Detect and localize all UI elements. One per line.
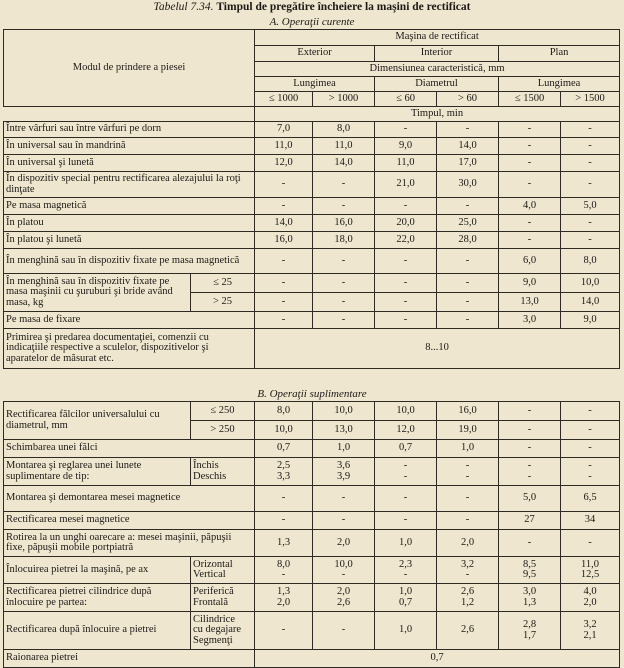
value-cell: - <box>437 293 499 312</box>
table-row <box>4 612 620 650</box>
value: 9,5 <box>522 569 537 580</box>
row-label: Rectificarea pietrei cilindrice după înlocuire pe partea: <box>4 584 191 612</box>
row-label: Pe masa de fixare <box>4 312 255 329</box>
value-cell: - <box>255 512 313 530</box>
row-label: Între vârfuri sau între vârfuri pe dorn <box>4 122 255 138</box>
value: - <box>281 569 286 580</box>
value-cell: 27 <box>499 512 561 530</box>
value-cell <box>313 458 375 486</box>
value-cell: 18,0 <box>313 232 375 249</box>
value: 2,0 <box>336 586 351 597</box>
value-cell: 10,0 <box>313 402 375 421</box>
value-cell: 9,0 <box>499 274 561 293</box>
value-cell: 0,7 <box>255 440 313 458</box>
value: - <box>403 569 408 580</box>
value-cell: 1,0 <box>375 612 437 650</box>
value-cell: 10,0 <box>255 421 313 440</box>
value: 3,0 <box>522 586 537 597</box>
value-cell: - <box>255 172 313 198</box>
table-row <box>4 122 620 138</box>
value-cell: 12,0 <box>375 421 437 440</box>
value-cell: - <box>313 293 375 312</box>
value-cell: - <box>499 172 561 198</box>
value-cell: - <box>437 486 499 512</box>
value-cell <box>561 458 620 486</box>
value: 3,6 <box>336 460 351 471</box>
row-label: Primirea şi predarea documentaţiei, comenzii cu indicaţiile respective a sculelor, dispozitivelor şi aparatelor de măsurat etc. <box>4 329 255 369</box>
table-row <box>4 198 620 215</box>
value-cell: - <box>375 293 437 312</box>
value-cell: 28,0 <box>437 232 499 249</box>
sub-label: > 25 <box>191 293 255 312</box>
value-cell: - <box>255 612 313 650</box>
value: - <box>465 569 470 580</box>
value: 2,3 <box>398 558 413 570</box>
value-cell: - <box>499 440 561 458</box>
table-row <box>4 458 620 486</box>
value-cell: - <box>561 232 620 249</box>
value-cell <box>437 458 499 486</box>
table-row <box>4 530 620 557</box>
value-cell: 6,0 <box>499 249 561 274</box>
value-cell: 8,0 <box>255 402 313 421</box>
sub-label: > 250 <box>191 421 255 440</box>
value-cell: - <box>255 198 313 215</box>
row-label: Rectificarea fălcilor universalului cu diametrul, mm <box>4 402 191 440</box>
value-cell: 9,0 <box>561 312 620 329</box>
value: - <box>403 460 408 471</box>
value-cell: 6,5 <box>561 486 620 512</box>
value: 2,6 <box>336 596 351 608</box>
sub-label: cu degajare <box>193 624 242 636</box>
row-label: Rectificarea mesei magnetice <box>4 512 255 530</box>
row-label: În dispozitiv special pentru rectificarea alezajului la roţi dinţate <box>4 172 255 198</box>
sub-label: Orizontal <box>193 558 233 570</box>
sub-label: Închis <box>193 460 219 471</box>
value-cell: - <box>313 486 375 512</box>
table-row <box>4 329 620 369</box>
table-row <box>4 274 620 293</box>
value: 1,0 <box>398 586 413 597</box>
value-cell: 1,0 <box>375 530 437 557</box>
sub-label-group <box>191 458 255 486</box>
row-label: Raionarea pietrei <box>4 650 255 668</box>
value-cell <box>561 612 620 650</box>
value-cell: 12,0 <box>255 155 313 172</box>
value-cell <box>437 557 499 584</box>
row-label: În platou şi lunetă <box>4 232 255 249</box>
value-cell <box>437 584 499 612</box>
value-cell: 7,0 <box>255 122 313 138</box>
table-row <box>4 249 620 274</box>
header-time: Timpul, min <box>255 107 620 122</box>
blank-cell <box>4 107 255 122</box>
value-cell: 5,0 <box>561 198 620 215</box>
sub-label: ≤ 250 <box>191 402 255 421</box>
value-cell <box>255 584 313 612</box>
row-label: În universal şi lunetă <box>4 155 255 172</box>
header-plan: Plan <box>499 46 620 62</box>
table-row <box>4 215 620 232</box>
value-cell: - <box>313 172 375 198</box>
table-row <box>4 155 620 172</box>
table-row <box>4 512 620 530</box>
header-sub: ≤ 1000 <box>255 92 313 107</box>
value-cell: 8,0 <box>561 249 620 274</box>
header-sub: ≤ 1500 <box>499 92 561 107</box>
value: 11,0 <box>581 558 599 570</box>
value-cell: 4,0 <box>499 198 561 215</box>
value-cell: - <box>437 512 499 530</box>
value-cell: - <box>499 421 561 440</box>
value-cell: 14,0 <box>255 215 313 232</box>
value-cell: 14,0 <box>437 138 499 155</box>
value: 8,5 <box>522 558 537 570</box>
sub-label-group <box>191 584 255 612</box>
value-cell: 0,7 <box>375 440 437 458</box>
table-row <box>4 486 620 512</box>
table-row <box>4 584 620 612</box>
value-cell: 19,0 <box>437 421 499 440</box>
value-cell: - <box>499 122 561 138</box>
table-row <box>4 172 620 198</box>
value-cell <box>255 557 313 584</box>
value-cell <box>561 584 620 612</box>
value-cell: - <box>375 249 437 274</box>
value-cell: - <box>313 612 375 650</box>
value-cell: - <box>437 312 499 329</box>
row-label: Montarea şi reglarea unei lunete suplimentare de tip: <box>4 458 191 486</box>
row-label: Rectificarea după înlocuire a pietrei <box>4 612 191 650</box>
header-sub: > 1000 <box>313 92 375 107</box>
value-cell: 5,0 <box>499 486 561 512</box>
value-cell: - <box>437 122 499 138</box>
header-dimension: Dimensiunea caracteristică, mm <box>255 62 620 77</box>
value: 2,0 <box>583 596 597 608</box>
sub-label: Frontală <box>193 596 228 608</box>
value: 2,1 <box>583 629 597 641</box>
value-cell: - <box>375 274 437 293</box>
value-cell: 11,0 <box>255 138 313 155</box>
table-row <box>4 312 620 329</box>
section-a-title <box>0 16 624 28</box>
row-label: Înlocuirea pietrei la maşină, pe ax <box>4 557 191 584</box>
value-cell: - <box>375 486 437 512</box>
value-cell: 14,0 <box>313 155 375 172</box>
value-cell: - <box>561 402 620 421</box>
header-sub: > 1500 <box>561 92 620 107</box>
row-label: Pe masa magnetică <box>4 198 255 215</box>
value-cell: - <box>437 249 499 274</box>
header-sub: ≤ 60 <box>375 92 437 107</box>
value: 10,0 <box>334 558 353 570</box>
sub-label: Cilindrice <box>193 613 235 625</box>
value-cell: - <box>255 293 313 312</box>
value-cell: - <box>561 421 620 440</box>
value: 0,7 <box>398 596 413 608</box>
value-cell: - <box>561 122 620 138</box>
value-cell: - <box>255 486 313 512</box>
value-cell: 16,0 <box>255 232 313 249</box>
value-cell: - <box>313 312 375 329</box>
row-label: Montarea şi demontarea mesei magnetice <box>4 486 255 512</box>
value: 1,3 <box>276 586 291 597</box>
table-heading: Timpul de pregătire încheiere la maşini de rectificat <box>216 1 471 13</box>
table-row <box>4 138 620 155</box>
value-cell: 20,0 <box>375 215 437 232</box>
row-label: În menghină sau în dispozitiv fixate pe masa maşinii cu şuruburi şi bride având masa, kg <box>4 274 191 312</box>
value: - <box>465 470 470 482</box>
value-cell: - <box>313 198 375 215</box>
table-row <box>4 232 620 249</box>
value-cell <box>375 584 437 612</box>
value-cell: - <box>375 122 437 138</box>
value-cell: 8...10 <box>255 329 620 369</box>
value-cell: 2,0 <box>437 530 499 557</box>
sub-label: Segmenţi <box>193 634 233 646</box>
value-cell <box>313 584 375 612</box>
value: 2,5 <box>276 460 291 471</box>
row-label: Schimbarea unei fălci <box>4 440 255 458</box>
value-cell: - <box>313 274 375 293</box>
table-section-b <box>3 401 620 668</box>
value-cell: 11,0 <box>313 138 375 155</box>
value-cell: 2,0 <box>313 530 375 557</box>
value-cell: 11,0 <box>375 155 437 172</box>
value-cell: - <box>375 198 437 215</box>
value-cell: - <box>255 312 313 329</box>
row-label: În menghină sau în dispozitiv fixate pe masa magnetică <box>4 249 255 274</box>
value-cell: 2,6 <box>437 612 499 650</box>
value-cell <box>375 557 437 584</box>
value-cell: 25,0 <box>437 215 499 232</box>
value: 1,7 <box>522 629 537 641</box>
value: 3,9 <box>336 470 351 482</box>
header-exterior: Exterior <box>255 46 375 62</box>
value-cell: 22,0 <box>375 232 437 249</box>
value-cell <box>561 557 620 584</box>
value-cell: 9,0 <box>375 138 437 155</box>
value: - <box>465 460 470 471</box>
value-cell: 3,0 <box>499 312 561 329</box>
value: - <box>527 460 532 471</box>
value: 1,3 <box>522 596 537 608</box>
value-cell: 34 <box>561 512 620 530</box>
value: 2,0 <box>276 596 291 608</box>
value-cell: - <box>499 155 561 172</box>
table-row <box>4 440 620 458</box>
value-cell: 16,0 <box>437 402 499 421</box>
value-cell: 13,0 <box>499 293 561 312</box>
value-cell: - <box>313 249 375 274</box>
value-cell: - <box>561 440 620 458</box>
sub-label: ≤ 25 <box>191 274 255 293</box>
row-label: În platou <box>4 215 255 232</box>
value-cell <box>499 458 561 486</box>
value-cell <box>499 557 561 584</box>
header-machine: Maşina de rectificat <box>255 30 620 46</box>
sub-label-group <box>191 612 255 650</box>
value-cell: 1,0 <box>437 440 499 458</box>
value-cell: - <box>499 215 561 232</box>
value-cell: - <box>313 512 375 530</box>
value-cell <box>255 458 313 486</box>
value: - <box>588 460 592 471</box>
value-cell: 13,0 <box>313 421 375 440</box>
header-mode: Modul de prindere a piesei <box>4 30 255 107</box>
section-a-title-text: A. Operaţii curente <box>269 16 355 28</box>
value-cell: - <box>437 198 499 215</box>
value-cell: - <box>561 155 620 172</box>
value-cell: - <box>499 138 561 155</box>
value-cell: - <box>499 402 561 421</box>
value: 4,0 <box>583 586 597 597</box>
value: 1,2 <box>460 596 475 608</box>
table-section-a <box>3 29 620 369</box>
value-cell: - <box>375 512 437 530</box>
sub-label: Vertical <box>193 569 226 580</box>
section-b-title <box>0 388 624 400</box>
value-cell: - <box>561 215 620 232</box>
value-cell <box>313 557 375 584</box>
value-cell: 10,0 <box>375 402 437 421</box>
value-cell: 14,0 <box>561 293 620 312</box>
table-row <box>4 402 620 421</box>
value: 3,3 <box>276 470 291 482</box>
value: - <box>341 569 346 580</box>
header-diametrul: Diametrul <box>375 77 499 92</box>
value-cell: 1,3 <box>255 530 313 557</box>
value-cell: - <box>561 138 620 155</box>
header-sub: > 60 <box>437 92 499 107</box>
value: - <box>403 470 408 482</box>
value: 2,8 <box>522 619 537 630</box>
value: 8,0 <box>276 558 291 570</box>
row-label: Rotirea la un unghi oarecare a: mesei maşinii, păpuşii fixe, păpuşii mobile portpiatră <box>4 530 255 557</box>
value-cell: 17,0 <box>437 155 499 172</box>
value-cell: 8,0 <box>313 122 375 138</box>
value-cell: 1,0 <box>313 440 375 458</box>
value: 3,2 <box>583 619 597 630</box>
header-lungimea-ext: Lungimea <box>255 77 375 92</box>
value-cell: 0,7 <box>255 650 620 668</box>
section-b-title-text: B. Operaţii suplimentare <box>257 388 367 400</box>
value: - <box>588 470 592 482</box>
value-cell: 30,0 <box>437 172 499 198</box>
value-cell: 21,0 <box>375 172 437 198</box>
value: - <box>527 470 532 482</box>
value-cell: 10,0 <box>561 274 620 293</box>
value: 2,6 <box>460 586 475 597</box>
value-cell: - <box>561 172 620 198</box>
sub-label: Deschis <box>193 470 227 482</box>
value: 3,2 <box>460 558 475 570</box>
value-cell: - <box>437 274 499 293</box>
value-cell: - <box>255 274 313 293</box>
value: 12,5 <box>580 569 600 580</box>
row-label: În universal sau în mandrină <box>4 138 255 155</box>
table-row <box>4 557 620 584</box>
value-cell: 16,0 <box>313 215 375 232</box>
value-cell: - <box>255 249 313 274</box>
value-cell: - <box>499 232 561 249</box>
header-interior: Interior <box>375 46 499 62</box>
table-number: Tabelul 7.34. <box>153 1 214 13</box>
sub-label-group <box>191 557 255 584</box>
header-lungimea-plan: Lungimea <box>499 77 620 92</box>
value-cell <box>499 612 561 650</box>
table-row <box>4 650 620 668</box>
table-title <box>0 1 624 14</box>
value-cell <box>375 458 437 486</box>
value-cell: - <box>561 530 620 557</box>
value-cell: - <box>375 312 437 329</box>
sub-label: Periferică <box>193 586 234 597</box>
value-cell <box>499 584 561 612</box>
value-cell: - <box>499 530 561 557</box>
